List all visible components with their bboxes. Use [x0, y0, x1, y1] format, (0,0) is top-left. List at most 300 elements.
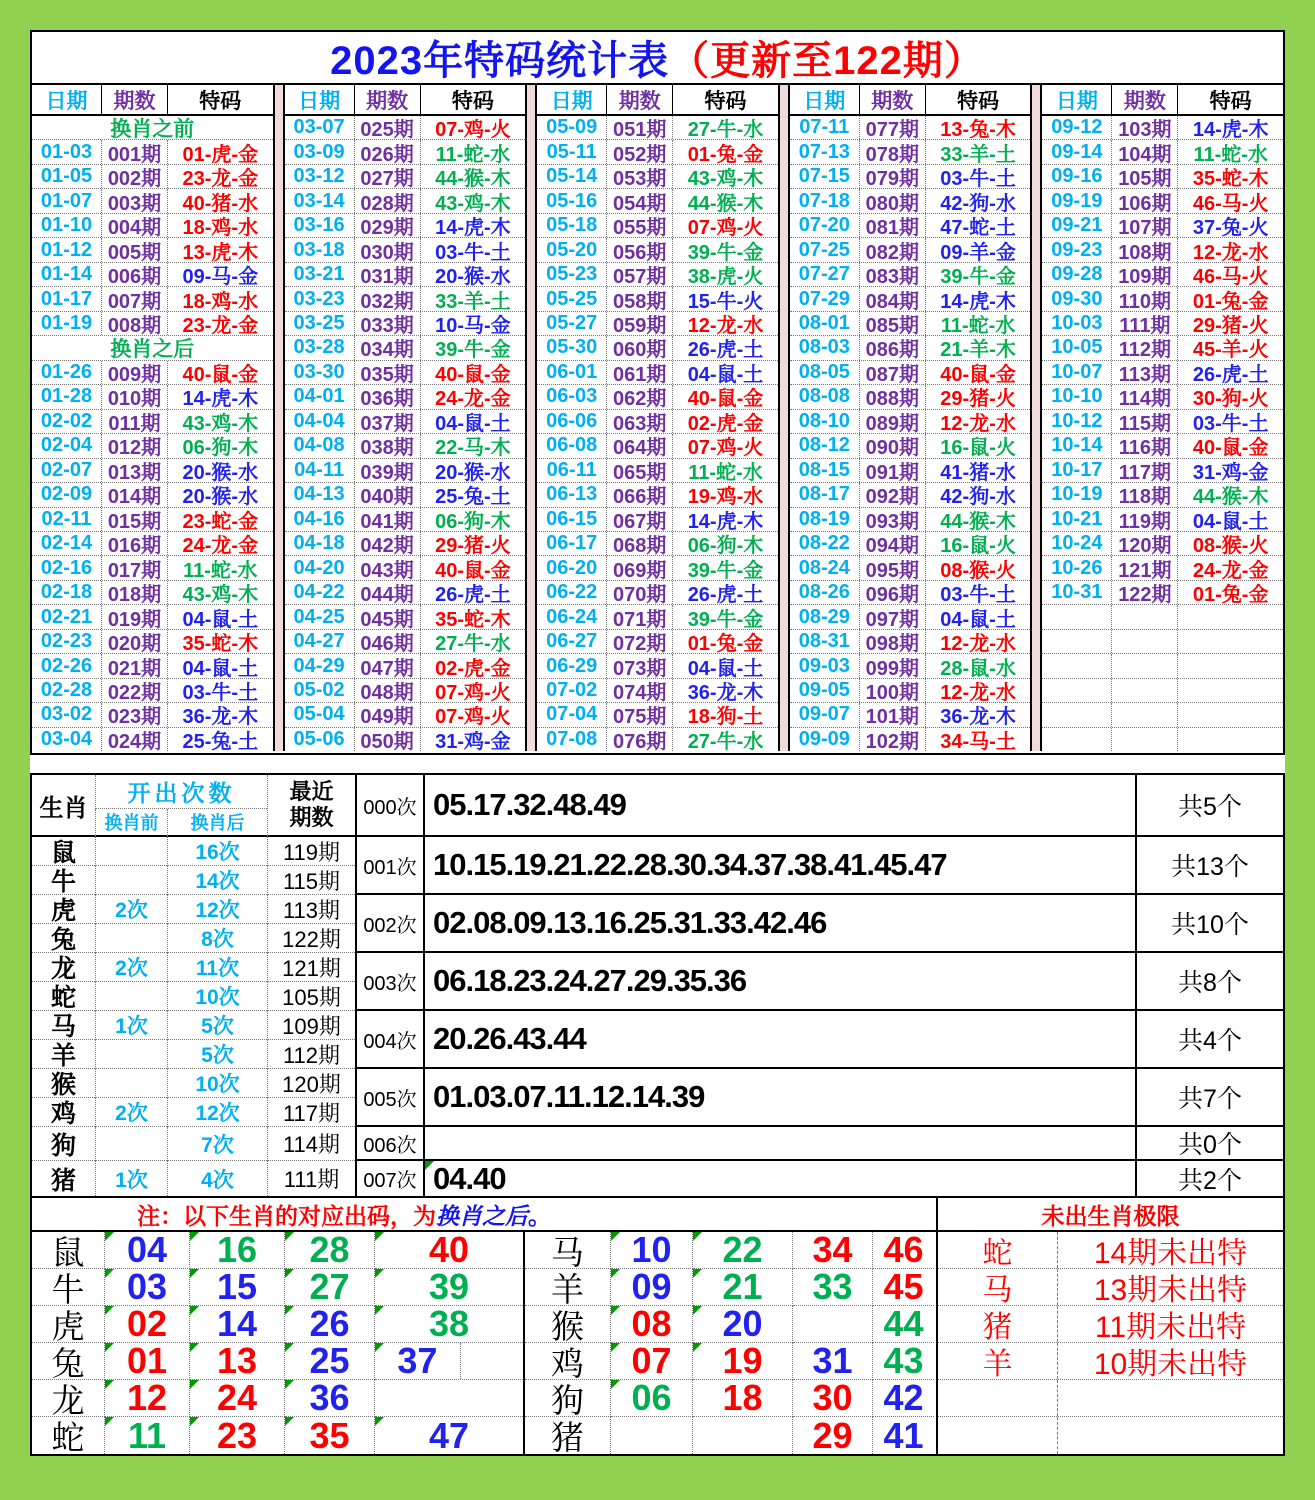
- date-cell: 05-30: [537, 336, 607, 359]
- code-cell: 42-狗-水: [940, 486, 1016, 507]
- period-cell: 074期: [607, 679, 673, 702]
- code-cell: 15-牛-火: [687, 290, 764, 311]
- number-cell: 08: [611, 1306, 693, 1343]
- period-cell: 097期: [860, 605, 926, 628]
- date-cell: 04-29: [285, 654, 355, 677]
- period-cell: 099期: [860, 654, 926, 677]
- comment-triangle-icon: [375, 1269, 384, 1278]
- number-cell: 22: [693, 1232, 793, 1269]
- period-cell: 098期: [860, 630, 926, 653]
- code-header: 特码: [1209, 89, 1252, 113]
- code-cell: 12-龙-水: [687, 314, 764, 336]
- table-row: [1042, 679, 1283, 703]
- frequency-row: [357, 1069, 1283, 1127]
- table-row: [790, 581, 1031, 605]
- period-cell: 016期: [102, 532, 168, 555]
- table-row: [1042, 483, 1283, 507]
- date-cell: 08-05: [790, 361, 860, 384]
- number-cell: 19: [693, 1343, 793, 1380]
- frequency-count: 共4个: [1135, 1011, 1283, 1067]
- frequency-row: [357, 1127, 1283, 1161]
- stat-recent-cell: 121期: [267, 953, 355, 982]
- table-row: [32, 508, 273, 532]
- table-row: [285, 214, 526, 238]
- number-cell: 03: [105, 1269, 190, 1306]
- limit-zodiac-cell: [938, 1380, 1058, 1416]
- period-cell: 008期: [102, 312, 168, 335]
- code-cell: 39-牛-金: [687, 559, 764, 580]
- date-cell: 07-04: [537, 703, 607, 726]
- frequency-label: 003次: [357, 953, 425, 1009]
- code-cell: 40-鼠-金: [435, 559, 511, 580]
- period-cell: [1112, 728, 1178, 751]
- code-cell: 23-龙-金: [182, 314, 259, 336]
- date-cell: 02-14: [32, 532, 102, 555]
- code-cell: 43-鸡-木: [687, 168, 764, 189]
- period-cell: 013期: [102, 459, 168, 482]
- code-header: 特码: [199, 89, 242, 113]
- date-cell: 03-30: [285, 361, 355, 384]
- code-cell: 45-羊-火: [1192, 339, 1269, 360]
- date-cell: 01-05: [32, 165, 102, 188]
- period-header: 期数: [860, 85, 926, 114]
- code-cell: 10-马-金: [435, 314, 511, 336]
- period-cell: 107期: [1112, 214, 1178, 237]
- period-cell: 047期: [355, 654, 421, 677]
- table-row: [1042, 605, 1283, 629]
- number-cell: 38: [375, 1306, 523, 1343]
- period-cell: 045期: [355, 605, 421, 628]
- table-row: [790, 679, 1031, 703]
- table-row: [1042, 728, 1283, 751]
- period-cell: 026期: [355, 140, 421, 163]
- period-cell: 118期: [1112, 483, 1178, 506]
- period-cell: 086期: [860, 336, 926, 359]
- code-cell: 18-鸡-水: [182, 290, 259, 311]
- code-cell: 35-蛇-木: [1192, 168, 1269, 189]
- date-cell: 07-29: [790, 287, 860, 310]
- stat-recent-cell: 114期: [267, 1127, 355, 1161]
- table-row: [537, 703, 778, 727]
- code-cell: 40-鼠-金: [182, 363, 259, 385]
- date-cell: 02-07: [32, 459, 102, 482]
- table-row: [537, 434, 778, 458]
- code-cell: 36-龙-木: [182, 706, 259, 727]
- period-cell: 007期: [102, 287, 168, 310]
- number-cell: 20: [693, 1306, 793, 1343]
- date-cell: 04-04: [285, 410, 355, 433]
- section-label: 换肖之后: [32, 336, 273, 360]
- date-cell: 04-01: [285, 385, 355, 408]
- date-cell: 07-11: [790, 116, 860, 139]
- table-row: [1042, 532, 1283, 556]
- frequency-table: [357, 775, 1283, 1196]
- date-cell: 04-08: [285, 434, 355, 457]
- limit-row: [938, 1232, 1283, 1269]
- period-header: 期数: [355, 85, 421, 114]
- table-row: [1042, 703, 1283, 727]
- date-cell: 09-09: [790, 728, 860, 751]
- date-cell: 07-08: [537, 728, 607, 751]
- stat-before-cell: [95, 1127, 167, 1161]
- code-cell: 01-兔-金: [687, 143, 764, 164]
- table-row: [285, 679, 526, 703]
- code-cell: [1178, 605, 1283, 628]
- period-header: 期数: [1112, 85, 1178, 114]
- comment-triangle-icon: [611, 1380, 620, 1389]
- number-cell: 45: [873, 1269, 934, 1306]
- frequency-row: [357, 837, 1283, 895]
- code-cell: 13-兔-木: [940, 119, 1016, 140]
- period-cell: 038期: [355, 434, 421, 457]
- limit-text-cell: [1058, 1380, 1283, 1416]
- table-row: [790, 287, 1031, 311]
- number-cell: 27: [285, 1269, 375, 1306]
- date-cell: [1042, 630, 1112, 653]
- table-row: [32, 361, 273, 385]
- code-cell: 08-猴-火: [1192, 535, 1269, 556]
- zodiac-numbers-table: [30, 1196, 938, 1456]
- table-row: [790, 165, 1031, 189]
- table-row: [790, 459, 1031, 483]
- table-row: [32, 679, 273, 703]
- limit-text-cell: 10期未出特: [1093, 1348, 1248, 1381]
- period-cell: 030期: [355, 238, 421, 261]
- stat-zodiac-cell: 羊: [32, 1040, 95, 1069]
- date-header: 日期: [285, 85, 355, 114]
- table-row: [790, 214, 1031, 238]
- limit-row: [938, 1306, 1283, 1343]
- frequency-count: 共10个: [1135, 895, 1283, 951]
- stat-recent-cell: 117期: [267, 1098, 355, 1127]
- code-cell: 16-鼠-火: [940, 535, 1016, 556]
- number-cell: 28: [285, 1232, 375, 1269]
- date-cell: 10-14: [1042, 434, 1112, 457]
- date-cell: 06-29: [537, 654, 607, 677]
- period-cell: 083期: [860, 263, 926, 286]
- date-header: 日期: [537, 85, 607, 114]
- table-row: [1042, 508, 1283, 532]
- table-row: [537, 630, 778, 654]
- table-row: [790, 140, 1031, 164]
- zodiac-stats-table: [32, 775, 357, 1196]
- number-cell: 21: [693, 1269, 793, 1306]
- code-cell: 08-猴-火: [940, 559, 1016, 580]
- period-cell: 110期: [1112, 287, 1178, 310]
- table-row: [537, 459, 778, 483]
- limit-text-cell: 11期未出特: [1094, 1311, 1247, 1344]
- date-cell: 02-11: [32, 508, 102, 531]
- date-cell: 06-01: [537, 361, 607, 384]
- period-cell: 090期: [860, 434, 926, 457]
- stat-recent-cell: 112期: [267, 1040, 355, 1069]
- table-row: [32, 263, 273, 287]
- code-cell: 12-龙-水: [1192, 241, 1269, 262]
- code-cell: 36-龙-木: [940, 706, 1016, 727]
- number-cell: 40: [375, 1232, 523, 1269]
- group-header: [790, 85, 1031, 116]
- period-cell: 094期: [860, 532, 926, 555]
- number-cell: [375, 1380, 523, 1417]
- date-cell: 01-12: [32, 238, 102, 261]
- bottom-section: [30, 1196, 1285, 1456]
- table-row: [32, 483, 273, 507]
- table-row: [285, 140, 526, 164]
- code-cell: 27-牛-水: [687, 730, 764, 752]
- table-row: [1042, 581, 1283, 605]
- table-row: [32, 630, 273, 654]
- frequency-row: [357, 895, 1283, 953]
- code-cell: 31-鸡-金: [1192, 461, 1269, 483]
- period-cell: [1112, 605, 1178, 628]
- stat-after-cell: 5次: [167, 1040, 267, 1069]
- number-cell: 23: [190, 1417, 285, 1454]
- date-cell: 05-16: [537, 189, 607, 212]
- code-cell: 26-虎-土: [435, 584, 511, 605]
- table-row: [790, 263, 1031, 287]
- code-cell: 25-兔-土: [435, 486, 511, 507]
- code-cell: 40-鼠-金: [1192, 437, 1269, 458]
- number-cell: 15: [190, 1269, 285, 1306]
- code-cell: 43-鸡-木: [182, 412, 259, 434]
- code-cell: 14-虎-木: [435, 217, 511, 238]
- date-cell: 03-23: [285, 287, 355, 310]
- section-label: 换肖之前: [32, 116, 273, 140]
- code-cell: 44-猴-木: [687, 192, 764, 213]
- period-group-1: [32, 85, 273, 751]
- frequency-label: 006次: [357, 1127, 425, 1159]
- stat-after-cell: 12次: [167, 895, 267, 924]
- stat-before-cell: 2次: [95, 1098, 167, 1127]
- table-row: [537, 263, 778, 287]
- group-header: [285, 85, 526, 116]
- table-row: [537, 361, 778, 385]
- group-header: [537, 85, 778, 116]
- comment-triangle-icon: [190, 1380, 199, 1389]
- date-cell: 03-16: [285, 214, 355, 237]
- period-cell: 088期: [860, 385, 926, 408]
- table-row: [537, 410, 778, 434]
- number-subcell: 37: [375, 1343, 461, 1379]
- code-cell: 29-猪-火: [435, 535, 511, 556]
- code-cell: 14-虎-木: [687, 510, 764, 531]
- table-row: [790, 336, 1031, 360]
- frequency-label: 000次: [357, 775, 425, 835]
- table-row: [32, 238, 273, 262]
- number-cell: 36: [285, 1380, 375, 1417]
- period-cell: 020期: [102, 630, 168, 653]
- period-cell: 046期: [355, 630, 421, 653]
- stat-zodiac-cell: 龙: [32, 953, 95, 982]
- code-cell: 03-牛-土: [435, 241, 511, 262]
- table-row: [285, 287, 526, 311]
- period-cell: 112期: [1112, 336, 1178, 359]
- period-cell: 085期: [860, 312, 926, 335]
- code-cell: 38-虎-火: [687, 266, 764, 287]
- comment-triangle-icon: [285, 1306, 294, 1315]
- limit-zodiac-cell: 羊: [938, 1343, 1058, 1379]
- recent-period-header: [267, 775, 355, 837]
- stat-recent-cell: 115期: [267, 866, 355, 895]
- table-row: [790, 189, 1031, 213]
- comment-triangle-icon: [693, 1269, 702, 1278]
- table-row: [285, 238, 526, 262]
- table-row: [1042, 434, 1283, 458]
- table-row: [285, 434, 526, 458]
- code-cell: 11-蛇-水: [435, 143, 511, 164]
- comment-triangle-icon: [190, 1232, 199, 1241]
- period-cell: [1112, 654, 1178, 677]
- table-row: [790, 630, 1031, 654]
- code-cell: 39-牛-金: [940, 266, 1016, 287]
- date-header: 日期: [32, 85, 102, 114]
- stat-before-cell: 2次: [95, 895, 167, 924]
- date-cell: 03-25: [285, 312, 355, 335]
- period-cell: 101期: [860, 703, 926, 726]
- code-cell: 07-鸡-火: [435, 706, 511, 727]
- table-row: [537, 116, 778, 140]
- stat-recent-cell: 120期: [267, 1069, 355, 1098]
- code-cell: 04-鼠-土: [182, 608, 259, 629]
- group-separator: [525, 85, 537, 751]
- code-cell: 09-马-金: [182, 266, 259, 287]
- code-cell: 26-虎-土: [687, 339, 764, 360]
- period-cell: 024期: [102, 728, 168, 751]
- period-cell: 028期: [355, 189, 421, 212]
- period-cell: 018期: [102, 581, 168, 604]
- code-cell: 04-鼠-土: [687, 657, 764, 678]
- date-cell: 10-03: [1042, 312, 1112, 335]
- number-cell: 06: [611, 1380, 693, 1417]
- number-cell: 30: [793, 1380, 873, 1417]
- table-row: [1042, 189, 1283, 213]
- period-cell: 104期: [1112, 140, 1178, 163]
- table-row: [32, 703, 273, 727]
- stat-after-cell: 7次: [167, 1127, 267, 1161]
- table-row: [537, 165, 778, 189]
- frequency-row: [357, 1011, 1283, 1069]
- date-cell: 05-09: [537, 116, 607, 139]
- table-row: [537, 581, 778, 605]
- limit-row: [938, 1343, 1283, 1380]
- code-cell: 06-狗-木: [687, 535, 764, 556]
- date-cell: 05-18: [537, 214, 607, 237]
- table-row: [790, 605, 1031, 629]
- code-cell: 11-蛇-水: [688, 461, 763, 483]
- number-cell: 07: [611, 1343, 693, 1380]
- page-title: [32, 32, 1283, 83]
- period-cell: 050期: [355, 728, 421, 751]
- number-cell: 39: [375, 1269, 523, 1306]
- date-cell: 09-14: [1042, 140, 1112, 163]
- period-cell: 071期: [607, 605, 673, 628]
- page-content: [30, 30, 1285, 1456]
- date-cell: [1042, 728, 1112, 751]
- stat-after-cell: 10次: [167, 1069, 267, 1098]
- date-cell: 08-17: [790, 483, 860, 506]
- date-cell: 10-12: [1042, 410, 1112, 433]
- period-cell: 051期: [607, 116, 673, 139]
- period-cell: 033期: [355, 312, 421, 335]
- table-row: [790, 508, 1031, 532]
- period-cell: 003期: [102, 189, 168, 212]
- period-cell: 037期: [355, 410, 421, 433]
- table-row: [32, 654, 273, 678]
- period-cell: 004期: [102, 214, 168, 237]
- code-cell: 12-龙-水: [940, 412, 1016, 434]
- period-cell: 080期: [860, 189, 926, 212]
- table-row: [285, 654, 526, 678]
- period-cell: 096期: [860, 581, 926, 604]
- comment-triangle-icon: [693, 1343, 702, 1352]
- code-cell: 44-猴-木: [1192, 486, 1269, 507]
- stat-zodiac-cell: 牛: [32, 866, 95, 895]
- zodiac-cell: 猴: [525, 1306, 611, 1343]
- frequency-label: 007次: [357, 1161, 425, 1196]
- title-main: 2023年特码统计表: [330, 39, 670, 83]
- frequency-numbers: 01.03.07.11.12.14.39: [433, 1079, 705, 1114]
- code-cell: 18-狗-土: [687, 706, 764, 727]
- date-cell: 08-01: [790, 312, 860, 335]
- date-cell: [1042, 654, 1112, 677]
- code-cell: 22-马-木: [435, 437, 511, 458]
- stat-recent-cell: 111期: [267, 1161, 355, 1196]
- period-cell: 079期: [860, 165, 926, 188]
- recent-period-header-line2: 期数: [289, 805, 334, 830]
- zodiac-cell: 鼠: [32, 1232, 105, 1269]
- date-cell: 02-02: [32, 410, 102, 433]
- code-cell: [1178, 728, 1283, 751]
- comment-triangle-icon: [105, 1417, 114, 1426]
- date-cell: 06-15: [537, 508, 607, 531]
- table-row: [1042, 312, 1283, 336]
- limit-row: [938, 1269, 1283, 1306]
- table-row: [537, 679, 778, 703]
- period-cell: 093期: [860, 508, 926, 531]
- limit-zodiac-cell: 猪: [938, 1306, 1058, 1342]
- comment-triangle-icon: [693, 1232, 702, 1241]
- code-cell: 24-龙-金: [1192, 559, 1269, 580]
- period-cell: 010期: [102, 385, 168, 408]
- date-cell: 09-23: [1042, 238, 1112, 261]
- date-cell: 09-30: [1042, 287, 1112, 310]
- comment-triangle-icon: [105, 1343, 114, 1352]
- code-cell: 28-鼠-水: [940, 657, 1016, 678]
- table-row: [790, 116, 1031, 140]
- comment-triangle-icon: [190, 1269, 199, 1278]
- period-cell: 102期: [860, 728, 926, 751]
- code-cell: 01-兔-金: [687, 633, 764, 654]
- comment-triangle-icon: [611, 1269, 620, 1278]
- stat-recent-cell: 109期: [267, 1011, 355, 1040]
- date-cell: 01-19: [32, 312, 102, 335]
- table-row: [1042, 459, 1283, 483]
- date-cell: 08-10: [790, 410, 860, 433]
- period-cell: 040期: [355, 483, 421, 506]
- zodiac-cell: 鸡: [525, 1343, 611, 1380]
- code-cell: 35-蛇-木: [435, 608, 511, 629]
- period-cell: 017期: [102, 556, 168, 579]
- comment-triangle-icon: [375, 1343, 384, 1352]
- comment-triangle-icon: [375, 1232, 384, 1241]
- period-cell: 061期: [607, 361, 673, 384]
- number-cell: 46: [873, 1232, 934, 1269]
- table-row: [790, 410, 1031, 434]
- stat-zodiac-cell: 马: [32, 1011, 95, 1040]
- period-cell: 105期: [1112, 165, 1178, 188]
- period-group-3: [537, 85, 778, 751]
- limit-row: [938, 1417, 1283, 1454]
